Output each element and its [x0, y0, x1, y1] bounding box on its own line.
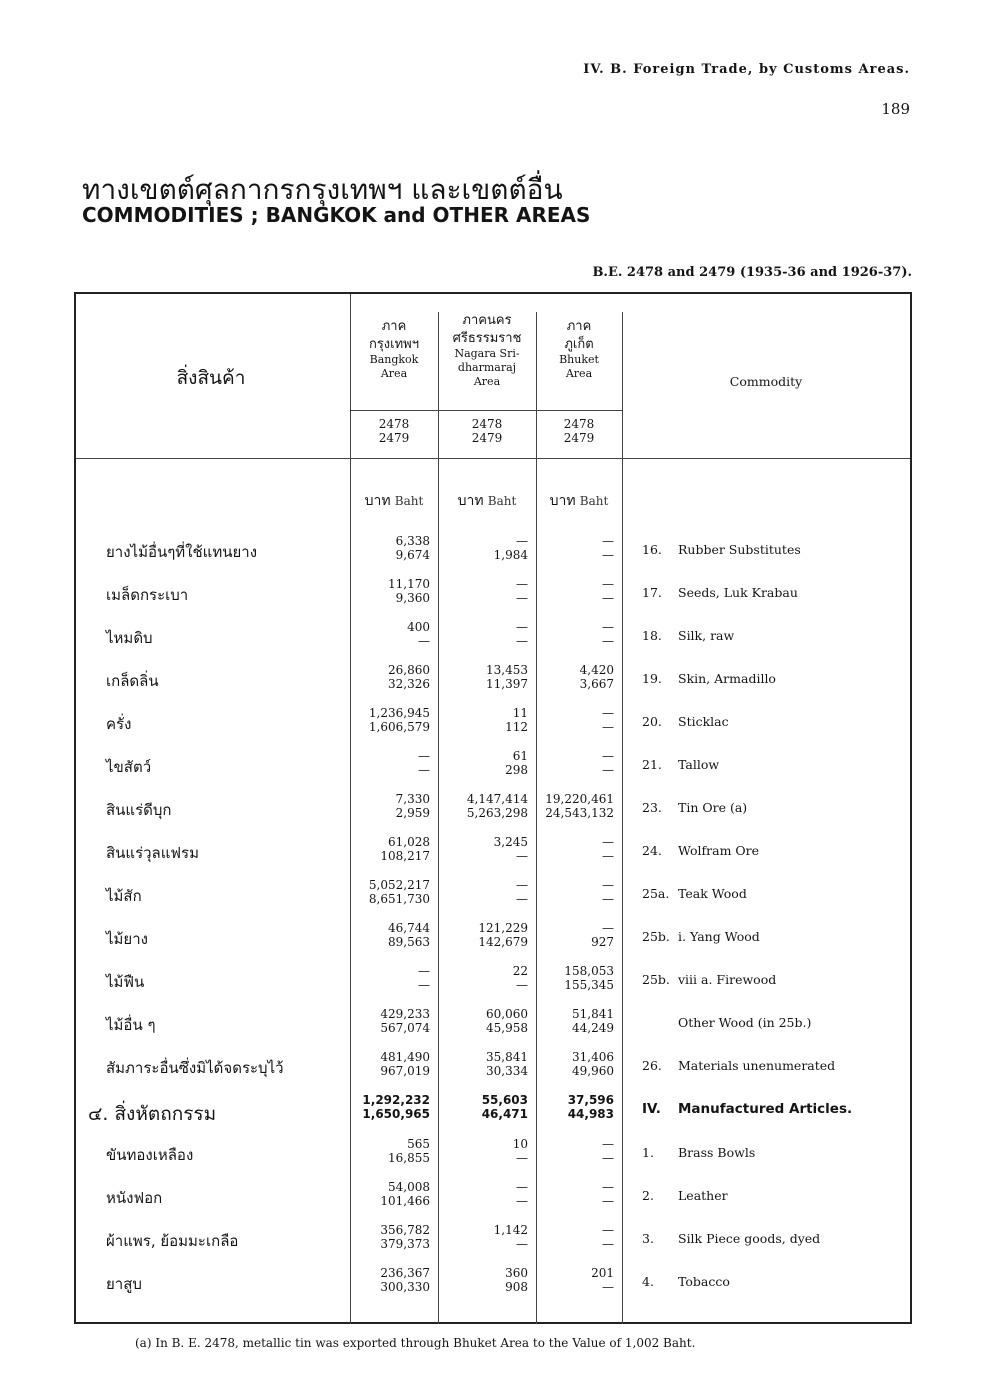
row-label-en: Leather: [678, 1188, 728, 1203]
row-commodity-th: เกล็ดลิ่น: [106, 672, 159, 690]
header-years: 2478 2479: [563, 417, 595, 445]
row-value-bhuket: 31,406 49,960: [572, 1050, 614, 1079]
row-number: IV.: [642, 1101, 661, 1117]
header-col-en: Nagara Sri- dharmaraj Area: [454, 347, 520, 388]
unit-label: [438, 490, 536, 512]
header-col-bangkok: [350, 318, 438, 381]
row-value-bangkok: 1,236,945 1,606,579: [368, 706, 430, 735]
header-col-bhuket: [536, 318, 622, 381]
row-value-bhuket: — —: [602, 534, 614, 563]
row-label-en: Brass Bowls: [678, 1145, 756, 1160]
header-years: 2478 2479: [471, 417, 503, 445]
row-value-bhuket: — —: [602, 835, 614, 864]
row-commodity-th: ไหมดิบ: [106, 629, 153, 647]
row-number: 20.: [642, 714, 662, 729]
row-label-en: Rubber Substitutes: [678, 542, 801, 557]
period-label: B.E. 2478 and 2479 (1935-36 and 1926-37).: [592, 265, 912, 280]
row-commodity-en: [642, 671, 776, 686]
row-value-nagara: 11 112: [505, 706, 528, 735]
row-value-bangkok: 7,330 2,959: [395, 792, 430, 821]
row-commodity-en: [642, 585, 798, 600]
row-commodity-th: ยาสูบ: [106, 1275, 142, 1293]
header-col-th1: ภาค: [566, 319, 592, 334]
row-label-en: Teak Wood: [678, 886, 747, 901]
row-value-bangkok: 26,860 32,326: [388, 663, 430, 692]
row-label-en: i. Yang Wood: [678, 929, 760, 944]
row-value-bangkok: 61,028 108,217: [380, 835, 430, 864]
unit-en: Baht: [487, 494, 517, 508]
row-label-en: Seeds, Luk Krabau: [678, 585, 798, 600]
row-value-bhuket: — —: [602, 749, 614, 778]
title-thai: ทางเขตต์ศุลกากรกรุงเทพฯ และเขตต์อื่น: [82, 173, 563, 206]
row-commodity-en: [642, 800, 747, 815]
row-value-bangkok: — —: [418, 964, 430, 993]
row-value-bangkok: 400 —: [407, 620, 430, 649]
row-commodity-th: ๔. สิ่งหัตถกรรม: [88, 1103, 217, 1125]
unit-en: Baht: [579, 494, 609, 508]
title-english: COMMODITIES ; BANGKOK and OTHER AREAS: [82, 203, 591, 227]
row-label-en: Skin, Armadillo: [678, 671, 776, 686]
row-value-bhuket: 158,053 155,345: [564, 964, 614, 993]
row-value-bangkok: 356,782 379,373: [380, 1223, 430, 1252]
page-number: 189: [881, 100, 910, 118]
row-number: 25b.: [642, 929, 670, 944]
unit-label: [536, 490, 622, 512]
row-commodity-en: [642, 757, 719, 772]
row-commodity-th: หนังฟอก: [106, 1189, 163, 1207]
row-value-bangkok: 46,744 89,563: [388, 921, 430, 950]
row-commodity-en: [642, 843, 759, 858]
row-label-en: Silk, raw: [678, 628, 735, 643]
row-commodity-en: [642, 1231, 820, 1246]
row-value-nagara: 55,603 46,471: [481, 1093, 528, 1122]
row-value-bangkok: 429,233 567,074: [380, 1007, 430, 1036]
row-number: 25b.: [642, 972, 670, 987]
row-label-en: Tallow: [678, 757, 720, 772]
row-value-bangkok: 236,367 300,330: [380, 1266, 430, 1295]
row-commodity-th: สินแร่ดีบุก: [106, 801, 172, 819]
row-commodity-en: [642, 1274, 730, 1289]
row-commodity-th: ไม้สัก: [106, 887, 142, 905]
row-commodity-en: [642, 972, 776, 987]
row-commodity-th: ไม้ฟืน: [106, 973, 145, 991]
row-value-bhuket: — —: [602, 1180, 614, 1209]
col-rule-1: [350, 294, 351, 1324]
row-value-bhuket: 37,596 44,983: [567, 1093, 614, 1122]
row-value-bhuket: — —: [602, 1137, 614, 1166]
row-commodity-en: [642, 929, 760, 944]
row-value-nagara: 4,147,414 5,263,298: [466, 792, 528, 821]
header-col-th1: ภาค: [381, 319, 407, 334]
row-label-en: Manufactured Articles.: [678, 1101, 853, 1117]
row-number: 4.: [642, 1274, 654, 1289]
row-value-bangkok: 11,170 9,360: [388, 577, 430, 606]
row-value-bhuket: — 927: [591, 921, 614, 950]
header-commodity-th: สิ่งสินค้า: [176, 367, 246, 389]
row-commodity-th: ครั่ง: [106, 715, 132, 733]
row-number: 3.: [642, 1231, 654, 1246]
row-value-bhuket: — —: [602, 706, 614, 735]
row-value-bangkok: 1,292,232 1,650,965: [362, 1093, 430, 1122]
row-number: 18.: [642, 628, 662, 643]
row-number: 23.: [642, 800, 662, 815]
row-value-bhuket: — —: [602, 1223, 614, 1252]
row-number: 25a.: [642, 886, 670, 901]
row-value-nagara: 3,245 —: [493, 835, 528, 864]
row-commodity-th: ผ้าแพร, ย้อมมะเกลือ: [106, 1232, 239, 1250]
row-label-en: Materials unenumerated: [678, 1058, 836, 1073]
row-commodity-en: [642, 1015, 811, 1030]
row-value-nagara: 121,229 142,679: [478, 921, 528, 950]
row-label-en: Wolfram Ore: [678, 843, 760, 858]
row-value-nagara: 13,453 11,397: [486, 663, 528, 692]
header-col-th2: กรุงเทพฯ: [368, 336, 420, 352]
row-commodity-en: [642, 714, 729, 729]
row-commodity-en: [642, 1145, 755, 1160]
row-value-nagara: 10 —: [512, 1137, 528, 1166]
row-commodity-th: ยางไม้อื่นๆที่ใช้แทนยาง: [106, 543, 258, 561]
unit-th: บาท: [549, 493, 576, 509]
row-value-bangkok: 54,008 101,466: [380, 1180, 430, 1209]
row-commodity-en: [642, 628, 734, 643]
row-value-bhuket: — —: [602, 878, 614, 907]
commodity-table: [74, 292, 912, 1324]
row-value-bangkok: 565 16,855: [388, 1137, 430, 1166]
row-commodity-th: ไม้ยาง: [106, 930, 148, 948]
row-number: 17.: [642, 585, 662, 600]
row-value-bhuket: 51,841 44,249: [572, 1007, 614, 1036]
row-number: 2.: [642, 1188, 654, 1203]
row-value-bhuket: — —: [602, 620, 614, 649]
unit-en: Baht: [394, 494, 424, 508]
row-label-en: Sticklac: [678, 714, 729, 729]
header-col-en: Bhuket Area: [559, 353, 599, 380]
col-rule-4: [622, 312, 623, 1324]
unit-th: บาท: [364, 493, 391, 509]
row-number: 1.: [642, 1145, 654, 1160]
col-rule-2: [438, 312, 439, 1324]
row-commodity-en: [642, 1058, 835, 1073]
row-commodity-en: [642, 1101, 852, 1117]
header-rule-main: [76, 458, 910, 459]
col-rule-3: [536, 312, 537, 1324]
row-number: 16.: [642, 542, 662, 557]
row-number: 26.: [642, 1058, 662, 1073]
row-value-bangkok: — —: [418, 749, 430, 778]
row-commodity-th: ไม้อื่น ๆ: [106, 1016, 156, 1034]
footnote: (a) In B. E. 2478, metallic tin was exported through Bhuket Area to the Value of 1,002 Baht.: [135, 1336, 696, 1350]
unit-label: [350, 490, 438, 512]
row-value-bhuket: 4,420 3,667: [579, 663, 614, 692]
row-value-bhuket: 19,220,461 24,543,132: [545, 792, 614, 821]
row-value-nagara: — —: [516, 577, 528, 606]
row-number: 19.: [642, 671, 662, 686]
header-years: 2478 2479: [378, 417, 410, 445]
row-value-nagara: 22 —: [512, 964, 528, 993]
row-value-nagara: — 1,984: [493, 534, 528, 563]
row-value-nagara: — —: [516, 1180, 528, 1209]
row-commodity-th: ไขสัตว์: [106, 758, 152, 776]
row-value-bangkok: 5,052,217 8,651,730: [368, 878, 430, 907]
row-value-bhuket: 201 —: [591, 1266, 614, 1295]
row-commodity-en: [642, 1188, 728, 1203]
header-col-th1: ภาคนคร: [462, 313, 512, 328]
row-value-bhuket: — —: [602, 577, 614, 606]
header-rule-inner: [350, 410, 622, 411]
row-commodity-th: สัมภาระอื่นซึ่งมิได้จดระบุไว้: [106, 1059, 284, 1077]
row-commodity-en: [642, 542, 801, 557]
row-value-bangkok: 6,338 9,674: [395, 534, 430, 563]
header-commodity-en: Commodity: [729, 374, 803, 389]
row-number: 24.: [642, 843, 662, 858]
row-value-nagara: 1,142 —: [493, 1223, 528, 1252]
row-label-en: Tobacco: [678, 1274, 730, 1289]
row-label-en: viii a. Firewood: [678, 972, 777, 987]
row-label-en: Tin Ore (a): [678, 800, 748, 815]
row-label-en: Silk Piece goods, dyed: [678, 1231, 821, 1246]
row-value-nagara: — —: [516, 620, 528, 649]
row-commodity-th: ขันทองเหลือง: [106, 1146, 194, 1164]
header-col-th2: ศรีธรรมราช: [452, 330, 522, 346]
header-col-th2: ภูเก็ต: [564, 336, 594, 352]
row-commodity-th: เมล็ดกระเบา: [106, 586, 189, 604]
row-number: 21.: [642, 757, 662, 772]
row-commodity-en: [642, 886, 747, 901]
header-col-en: Bangkok Area: [369, 353, 419, 380]
row-commodity-th: สินแร่วุลแฟรม: [106, 844, 199, 862]
row-value-nagara: 61 298: [505, 749, 528, 778]
header-col-nagara: [438, 312, 536, 388]
row-value-nagara: 35,841 30,334: [486, 1050, 528, 1079]
row-value-nagara: 60,060 45,958: [486, 1007, 528, 1036]
running-head: IV. B. Foreign Trade, by Customs Areas.: [583, 62, 910, 77]
row-label-en: Other Wood (in 25b.): [678, 1015, 812, 1030]
row-value-bangkok: 481,490 967,019: [380, 1050, 430, 1079]
row-value-nagara: 360 908: [505, 1266, 528, 1295]
unit-th: บาท: [457, 493, 484, 509]
row-value-nagara: — —: [516, 878, 528, 907]
